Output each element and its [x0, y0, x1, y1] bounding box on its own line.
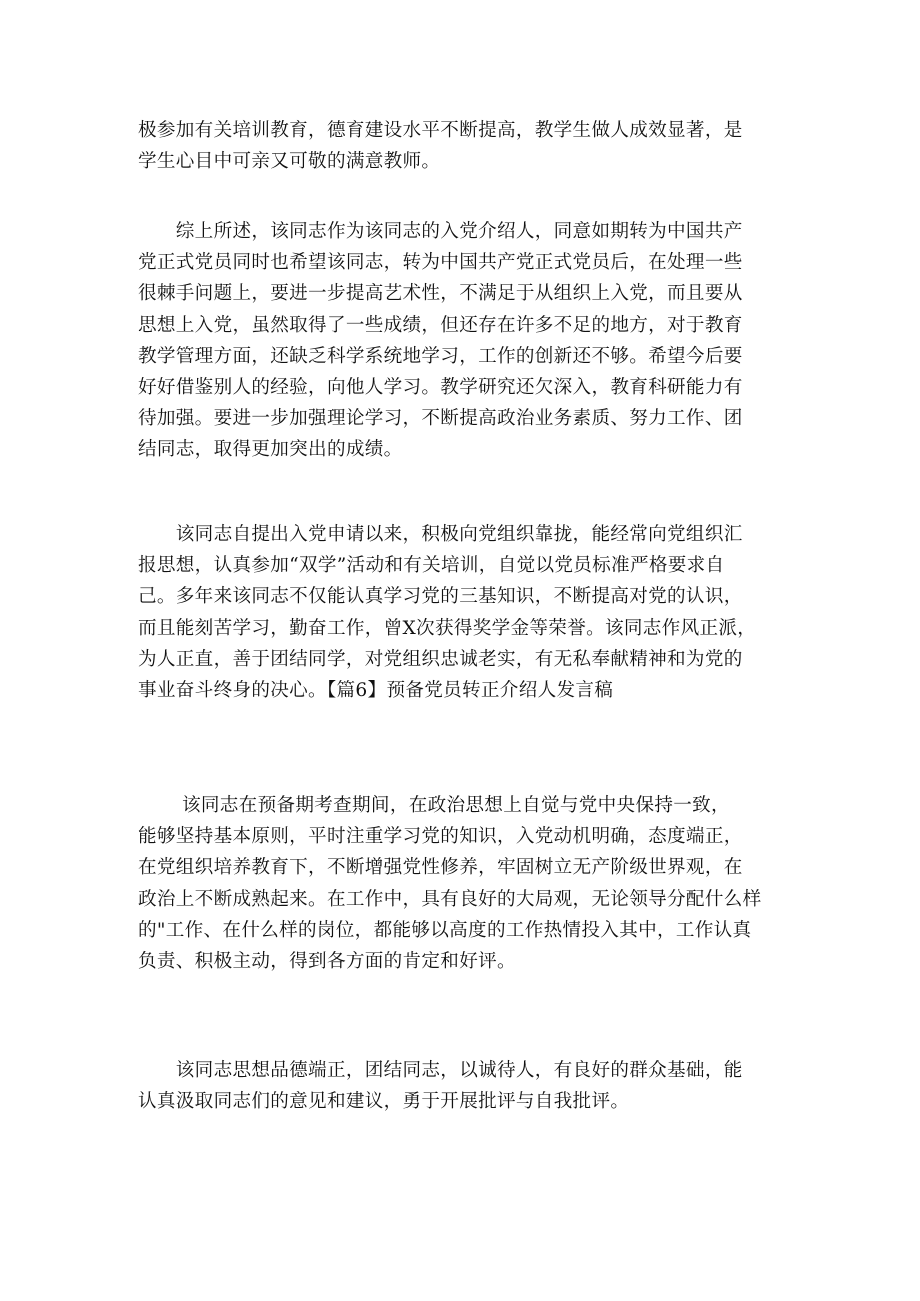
text-line: 该同志思想品德端正，团结同志，以诚待人，有良好的群众基础，能: [138, 1060, 743, 1081]
paragraph-5: [138, 1055, 790, 1117]
text-line: 在党组织培养教育下，不断增强党性修养，牢固树立无产阶级世界观，在: [138, 857, 743, 879]
paragraph-2: [138, 216, 790, 466]
paragraph-3: [138, 519, 790, 706]
text-line: 而且能刻苦学习，勤奋工作，曾X次获得奖学金等荣誉。该同志作风正派，: [138, 617, 757, 639]
text-line: 的"工作、在什么样的岗位，都能够以高度的工作热情投入其中，工作认真: [138, 919, 752, 941]
paragraph-1: [138, 115, 790, 177]
text-line: 报思想，认真参加“双学”活动和有关培训，自觉以党员标准严格要求自: [138, 555, 725, 577]
text-line: 认真汲取同志们的意见和建议，勇于开展批评与自我批评。: [138, 1091, 630, 1113]
text-line: 待加强。要进一步加强理论学习，不断提高政治业务素质、努力工作、团: [138, 408, 743, 430]
text-line: 学生心目中可亲又可敬的满意教师。: [138, 151, 441, 173]
text-line: 结同志，取得更加突出的成绩。: [138, 439, 403, 461]
text-line: 综上所述，该同志作为该同志的入党介绍人，同意如期转为中国共产: [138, 221, 743, 242]
text-line: 为人正直，善于团结同学，对党组织忠诚老实，有无私奉献精神和为党的: [138, 648, 743, 670]
text-line: 很棘手问题上，要进一步提高艺术性，不满足于从组织上入党，而且要从: [138, 283, 743, 305]
text-line: 好好借鉴别人的经验，向他人学习。教学研究还欠深入，教育科研能力有: [138, 376, 743, 398]
text-line: 事业奋斗终身的决心。【篇6】预备党员转正介绍人发言稿: [138, 679, 614, 701]
text-line: 教学管理方面，还缺乏科学系统地学习，工作的创新还不够。希望今后要: [138, 345, 743, 367]
text-line: 负责、积极主动，得到各方面的肯定和好评。: [138, 950, 516, 972]
text-line: 己。多年来该同志不仅能认真学习党的三基知识，不断提高对党的认识，: [138, 586, 743, 608]
text-line: 思想上入党，虽然取得了一些成绩，但还存在许多不足的地方，对于教育: [138, 314, 743, 336]
text-line: 该同志在预备期考查期间，在政治思想上自觉与党中央保持一致，: [138, 795, 730, 816]
text-line: 能够坚持基本原则，平时注重学习党的知识，入党动机明确，态度端正，: [138, 826, 743, 848]
paragraph-4: [138, 790, 790, 977]
text-line: 政治上不断成熟起来。在工作中，具有良好的大局观，无论领导分配什么样: [138, 888, 762, 910]
text-line: 党正式党员同时也希望该同志，转为中国共产党正式党员后，在处理一些: [138, 252, 743, 274]
text-line: 该同志自提出入党申请以来，积极向党组织靠拢，能经常向党组织汇: [138, 524, 743, 545]
text-line: 极参加有关培训教育，德育建设水平不断提高，教学生做人成效显著，是: [138, 120, 743, 141]
